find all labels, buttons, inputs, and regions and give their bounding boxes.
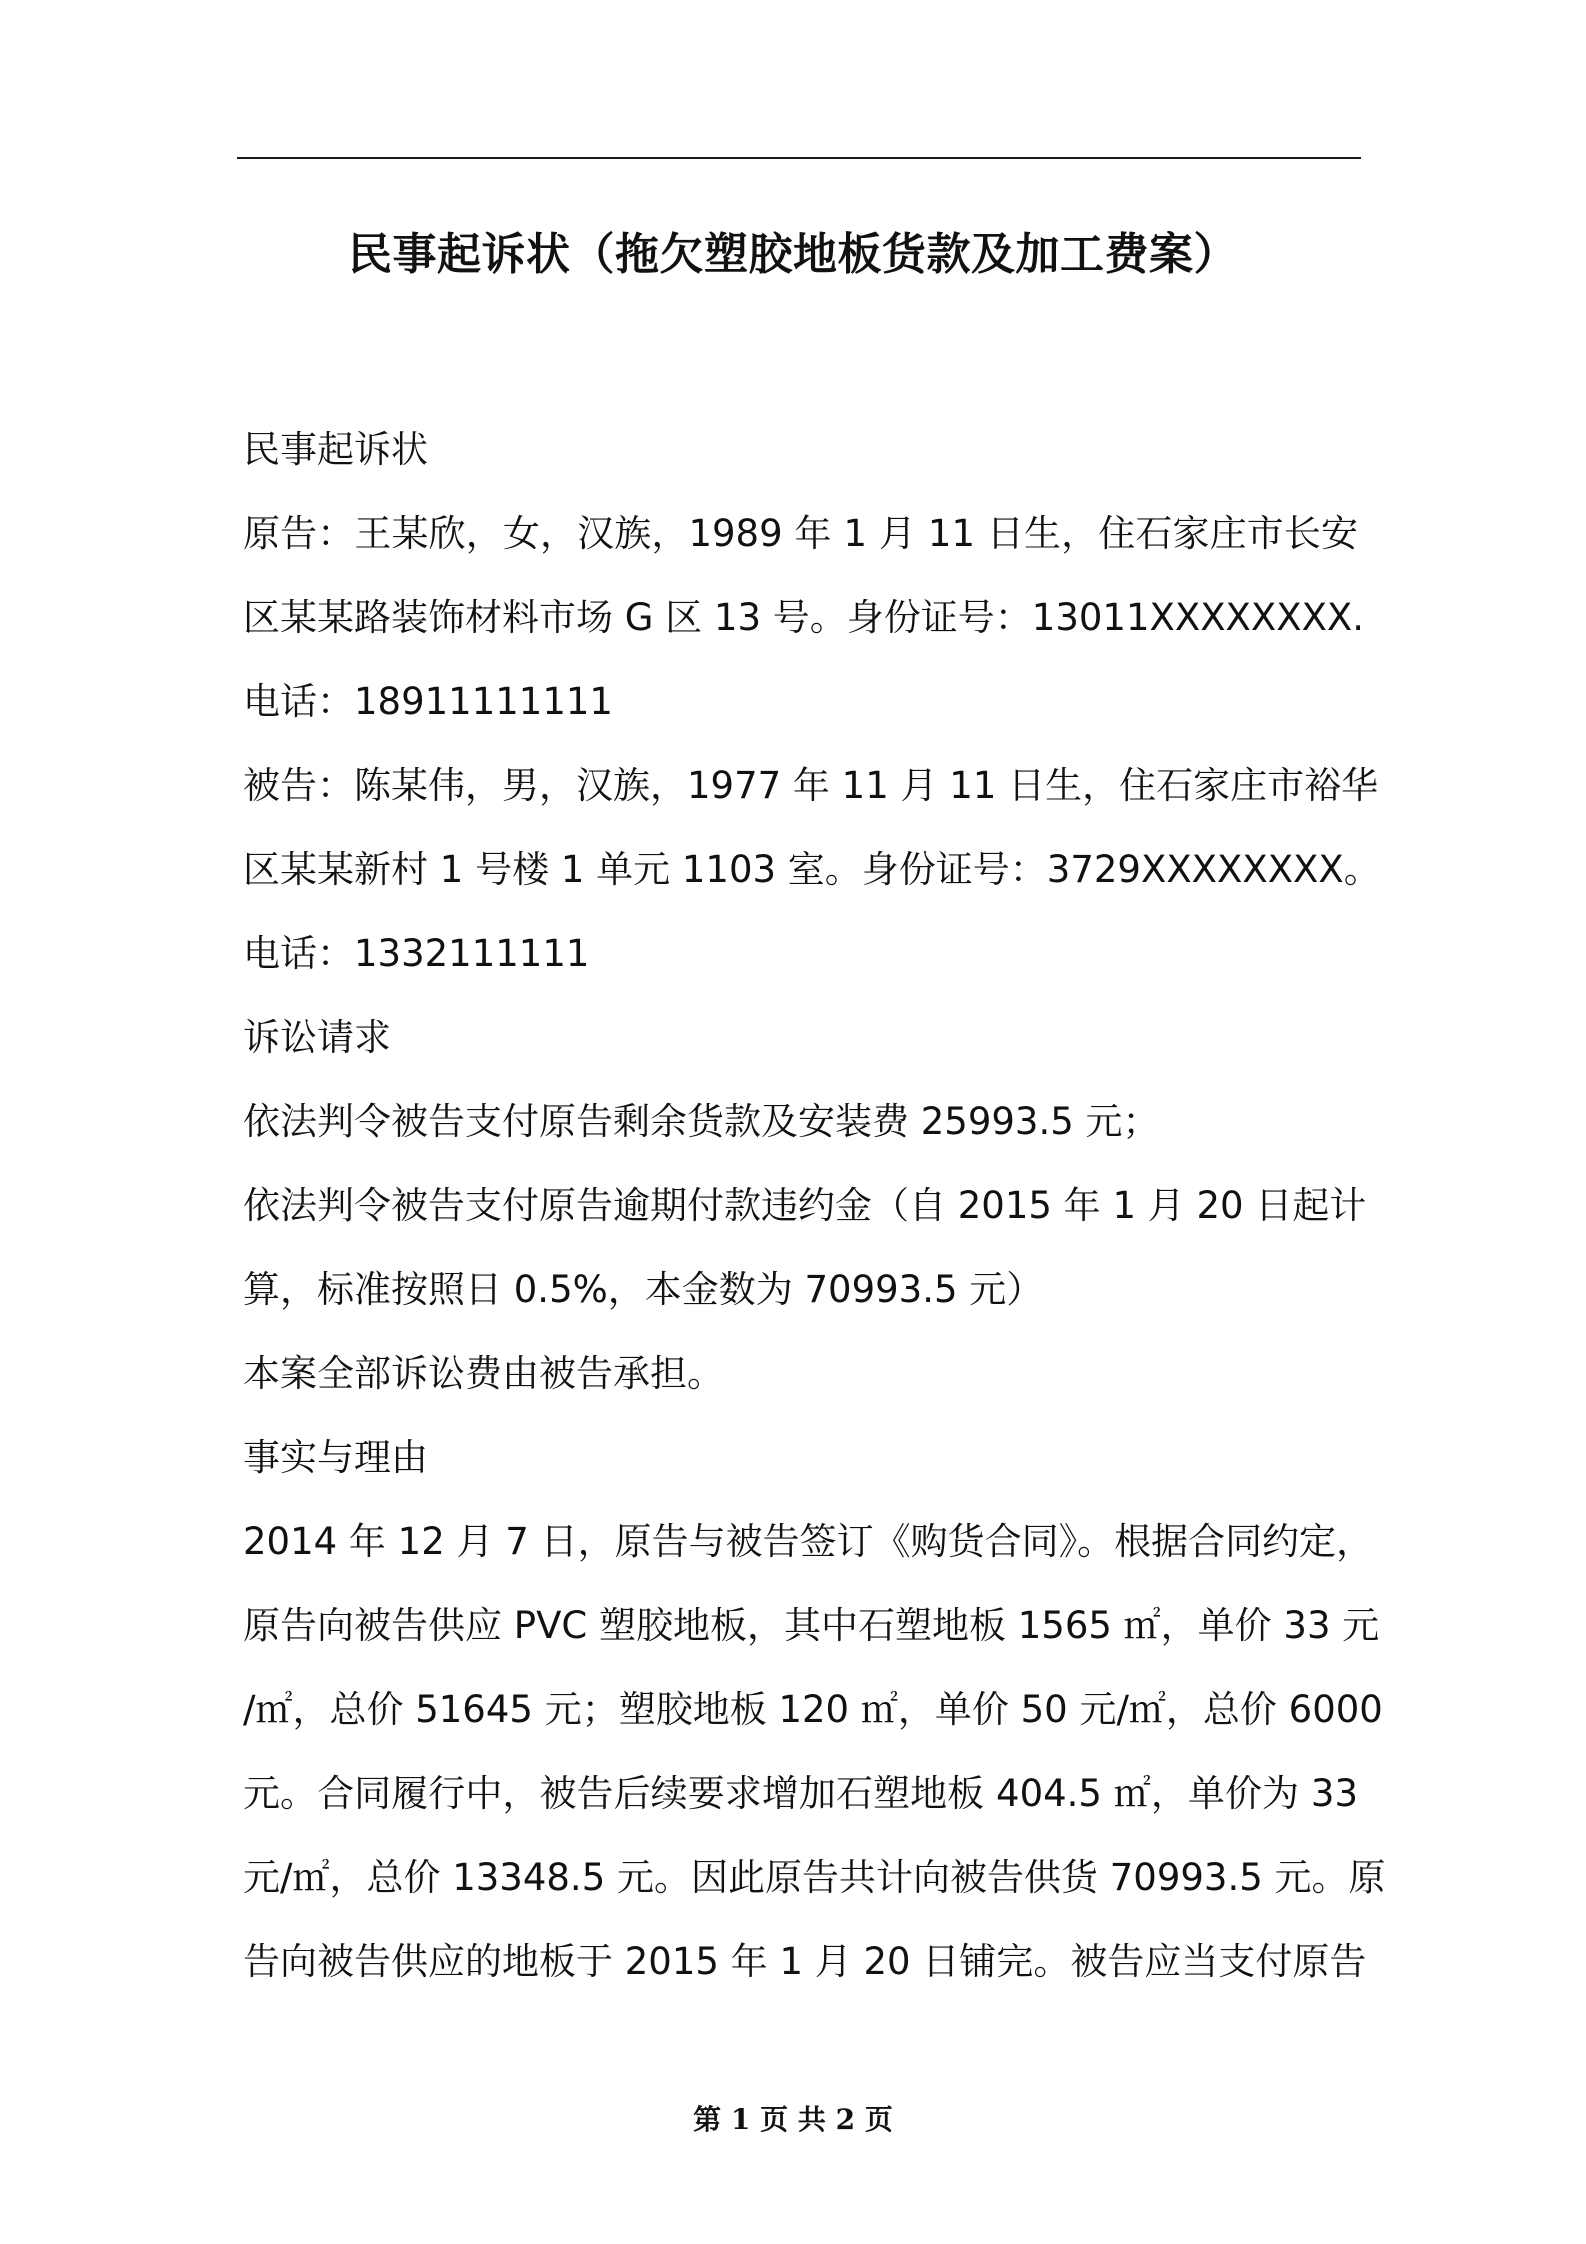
claim-1: 依法判令被告支付原告剩余货款及安装费 25993.5 元； bbox=[243, 1100, 1160, 1143]
claim-2-line-2: 算，标准按照日 0.5%，本金数为 70993.5 元） bbox=[243, 1268, 1044, 1311]
claim-3: 本案全部诉讼费由被告承担。 bbox=[243, 1352, 724, 1395]
defendant-phone: 电话：1332111111 bbox=[243, 932, 590, 975]
facts-line-4: 元。合同履行中，被告后续要求增加石塑地板 404.5 ㎡，单价为 33 bbox=[243, 1772, 1358, 1815]
claim-2-line-1: 依法判令被告支付原告逾期付款违约金（自 2015 年 1 月 20 日起计 bbox=[243, 1184, 1367, 1227]
facts-line-3: /㎡，总价 51645 元；塑胶地板 120 ㎡，单价 50 元/㎡，总价 6000 bbox=[243, 1688, 1383, 1731]
facts-line-1: 2014 年 12 月 7 日，原告与被告签订《购货合同》。根据合同约定， bbox=[243, 1520, 1374, 1563]
section-heading-claims: 诉讼请求 bbox=[243, 1016, 391, 1059]
facts-line-2: 原告向被告供应 PVC 塑胶地板，其中石塑地板 1565 ㎡，单价 33 元 bbox=[243, 1604, 1380, 1647]
document-body bbox=[243, 408, 1386, 2004]
section-heading-facts: 事实与理由 bbox=[243, 1436, 428, 1479]
section-heading-complaint: 民事起诉状 bbox=[243, 428, 428, 471]
page-footer: 第 1 页 共 2 页 bbox=[693, 2103, 893, 2136]
defendant-line-1: 被告：陈某伟，男，汉族，1977 年 11 月 11 日生，住石家庄市裕华 bbox=[243, 764, 1379, 807]
plaintiff-line-1: 原告：王某欣，女，汉族，1989 年 1 月 11 日生，住石家庄市长安 bbox=[243, 512, 1358, 555]
facts-line-5: 元/㎡，总价 13348.5 元。因此原告共计向被告供货 70993.5 元。原 bbox=[243, 1856, 1386, 1899]
plaintiff-line-2: 区某某路装饰材料市场 G 区 13 号。身份证号：13011XXXXXXXX. bbox=[243, 596, 1365, 639]
document-title: 民事起诉状（拖欠塑胶地板货款及加工费案） bbox=[348, 229, 1238, 280]
plaintiff-phone: 电话：18911111111 bbox=[243, 680, 613, 723]
defendant-line-2: 区某某新村 1 号楼 1 单元 1103 室。身份证号：3729XXXXXXXX。 bbox=[243, 848, 1381, 891]
header-rule bbox=[237, 157, 1361, 159]
facts-line-6: 告向被告供应的地板于 2015 年 1 月 20 日铺完。被告应当支付原告 bbox=[243, 1940, 1367, 1983]
